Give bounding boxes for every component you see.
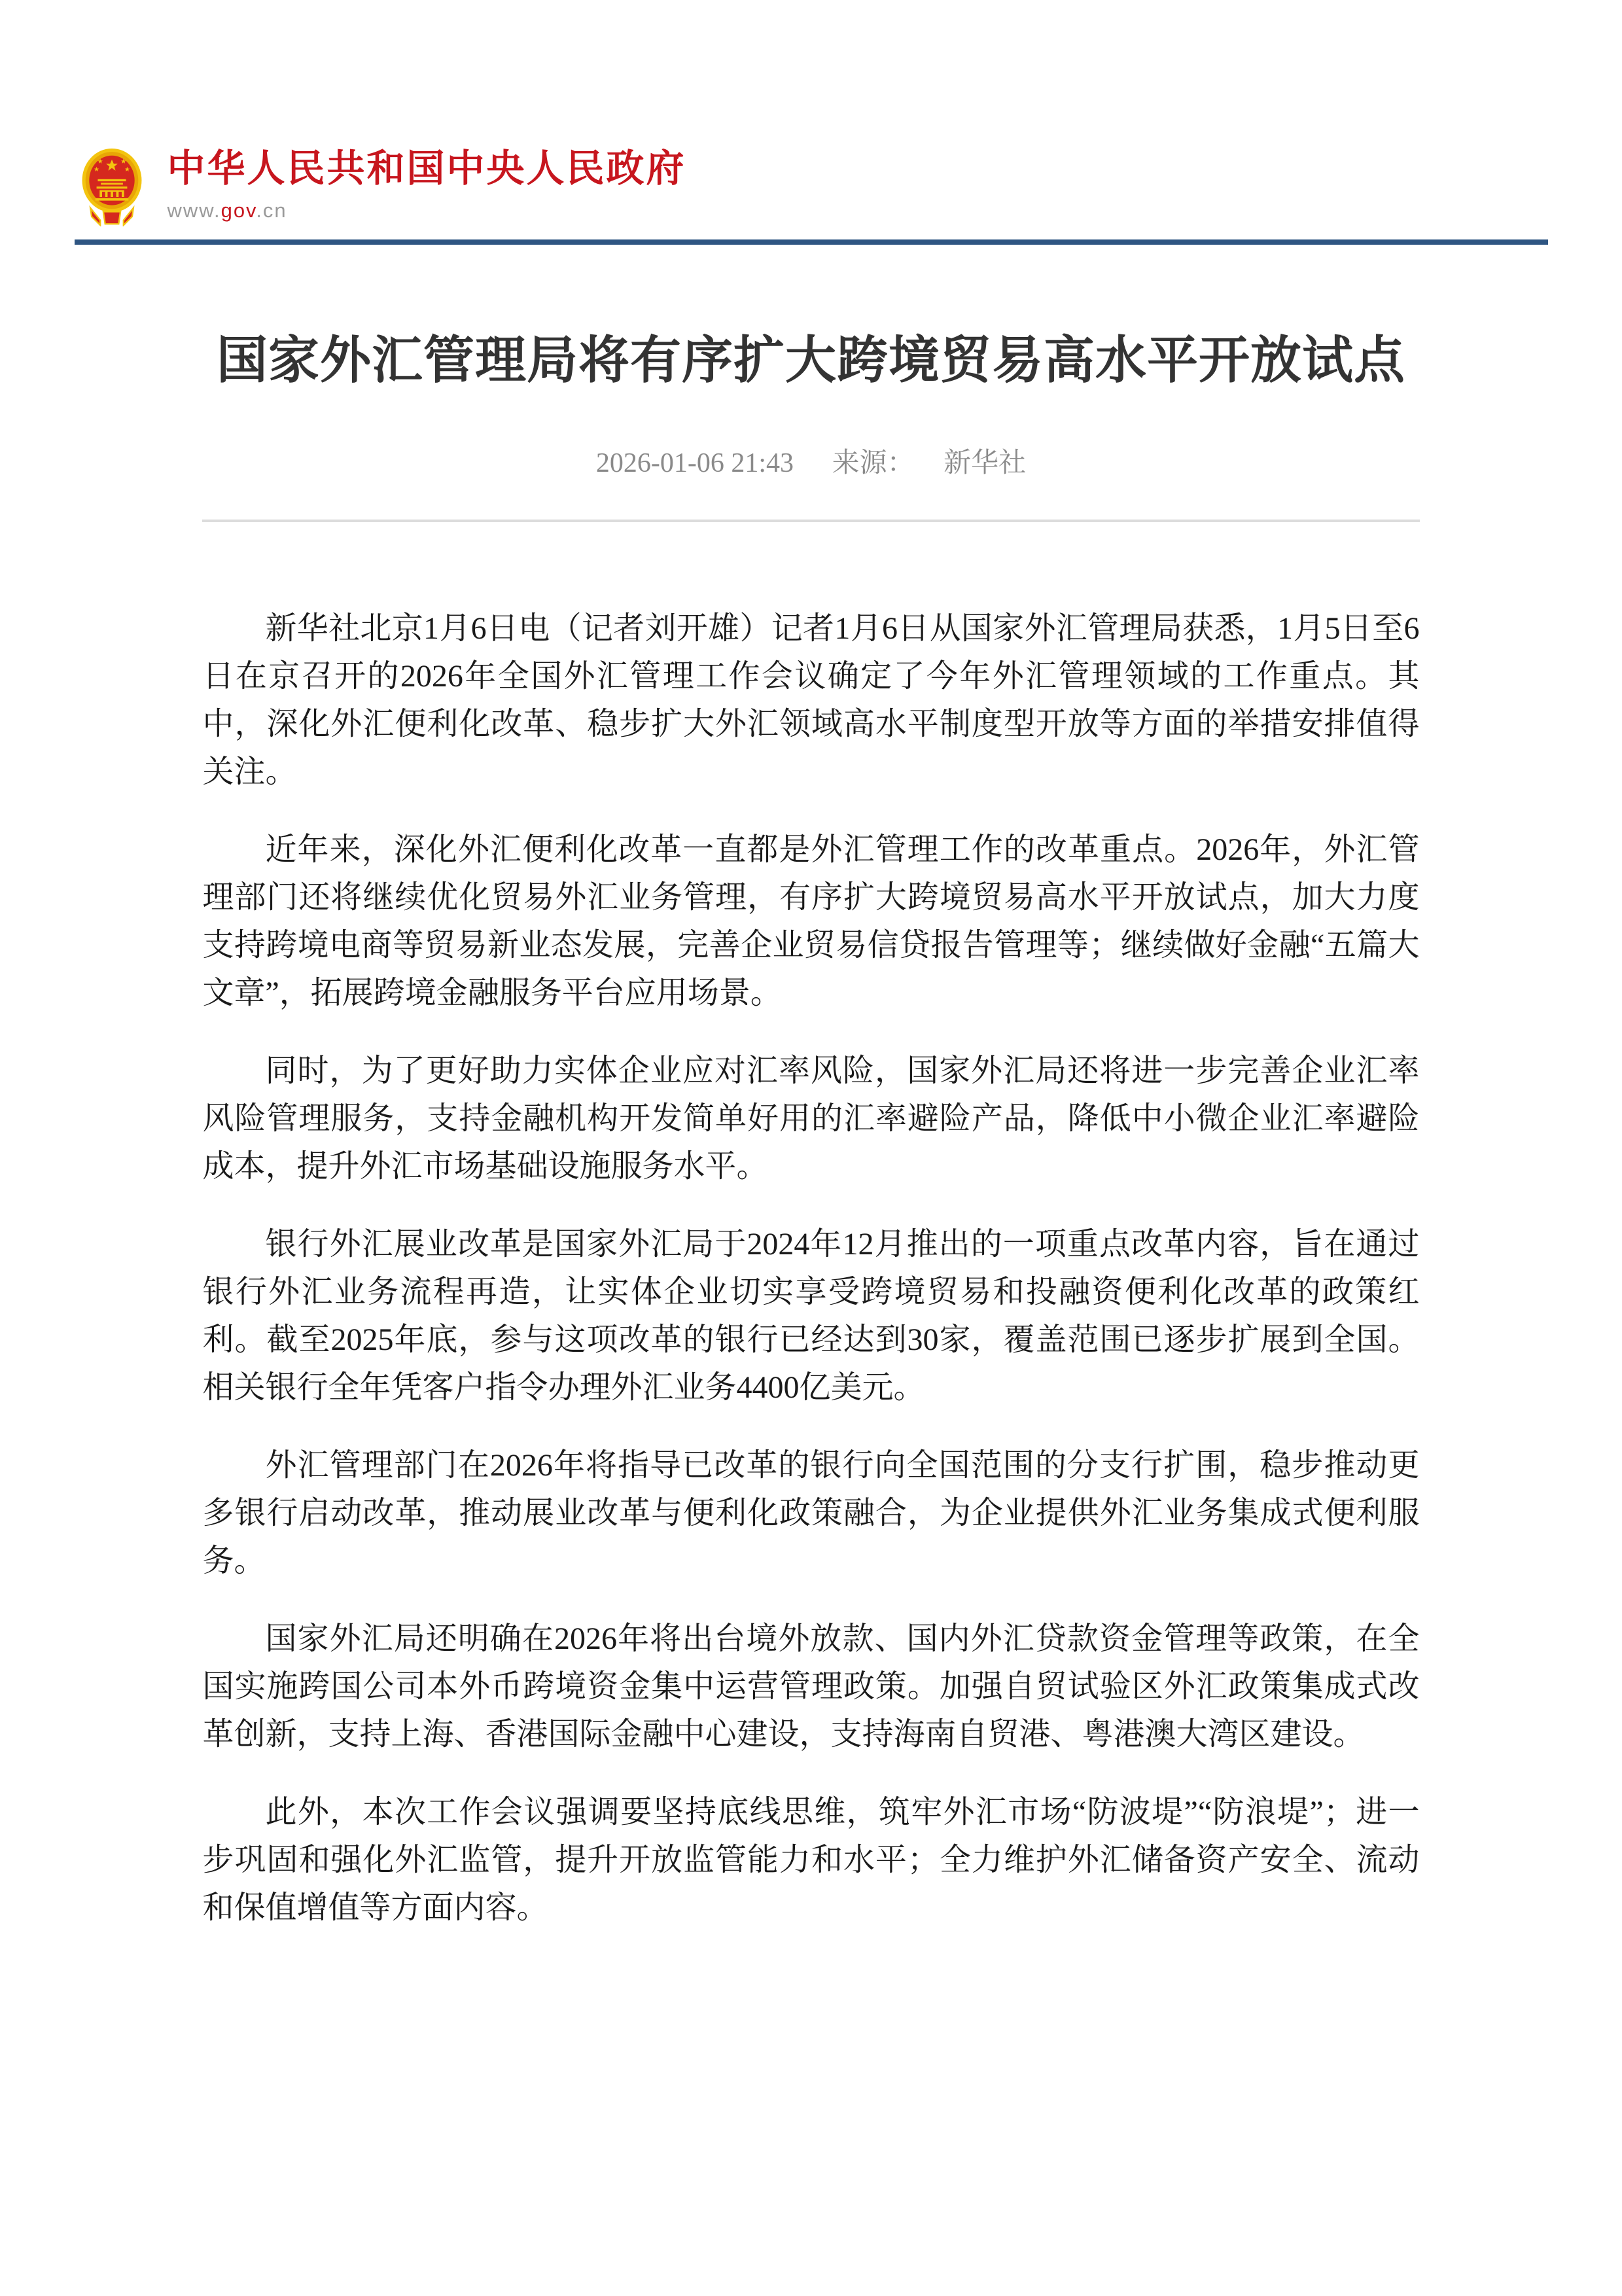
site-logo-link[interactable]: [75, 148, 686, 226]
site-url-www: www.: [167, 198, 221, 222]
article-paragraph: 近年来，深化外汇便利化改革一直都是外汇管理工作的改革重点。2026年，外汇管理部门还将继续优化贸易外汇业务管理，有序扩大跨境贸易高水平开放试点，加大力度支持跨境电商等贸易新业态发展，完善企业贸易信贷报告管理等；继续做好金融“五篇大文章”，拓展跨境金融服务平台应用场景。: [202, 832, 1420, 1011]
meta-datetime: 2026-01-06 21:43: [595, 448, 794, 479]
article-paragraph: 外汇管理部门在2026年将指导已改革的银行向全国范围的分支行扩围，稳步推动更多银行启动改革，推动展业改革与便利化政策融合，为企业提供外汇业务集成式便利服务。: [202, 1448, 1420, 1579]
article-title: 国家外汇管理局将有序扩大跨境贸易高水平开放试点: [216, 331, 1405, 389]
page-root: [75, 0, 1548, 1932]
site-url: [167, 199, 686, 222]
article-body: [203, 605, 1420, 1932]
site-name: 中华人民共和国中央人民政府: [167, 147, 686, 190]
meta-divider: [202, 520, 1420, 522]
header-rule: [75, 239, 1548, 245]
site-header: [75, 0, 1548, 245]
meta-source-label: 来源：: [832, 448, 915, 479]
national-emblem-icon: [81, 148, 143, 226]
logo-text: [167, 148, 686, 222]
meta-source-name: 新华社: [943, 448, 1027, 479]
site-url-gov: gov: [220, 198, 256, 222]
article: [75, 330, 1548, 1932]
article-paragraph: 此外，本次工作会议强调要坚持底线思维，筑牢外汇市场“防波堤”“防浪堤”；进一步巩固和强化外汇监管，提升开放监管能力和水平；全力维护外汇储备资产安全、流动和保值增值等方面内容。: [202, 1795, 1420, 1926]
article-paragraph: 国家外汇局还明确在2026年将出台境外放款、国内外汇贷款资金管理等政策，在全国实施跨国公司本外币跨境资金集中运营管理政策。加强自贸试验区外汇政策集成式改革创新，支持上海、香港国际金融中心建设，支持海南自贸港、粤港澳大湾区建设。: [202, 1621, 1420, 1752]
article-paragraph: 同时，为了更好助力实体企业应对汇率风险，国家外汇局还将进一步完善企业汇率风险管理服务，支持金融机构开发简单好用的汇率避险产品，降低中小微企业汇率避险成本，提升外汇市场基础设施服务水平。: [202, 1053, 1420, 1184]
article-paragraph: 银行外汇展业改革是国家外汇局于2024年12月推出的一项重点改革内容，旨在通过银行外汇业务流程再造，让实体企业切实享受跨境贸易和投融资便利化改革的政策红利。截至2025年底，参与这项改革的银行已经达到30家，覆盖范围已逐步扩展到全国。相关银行全年凭客户指令办理外汇业务4400亿美元。: [202, 1227, 1420, 1405]
article-meta: [75, 441, 1548, 480]
article-paragraph: 新华社北京1月6日电（记者刘开雄）记者1月6日从国家外汇管理局获悉，1月5日至6日在京召开的2026年全国外汇管理工作会议确定了今年外汇管理领域的工作重点。其中，深化外汇便利化改革、稳步扩大外汇领域高水平制度型开放等方面的举措安排值得关注。: [202, 611, 1420, 790]
site-url-cn: .cn: [256, 198, 287, 222]
